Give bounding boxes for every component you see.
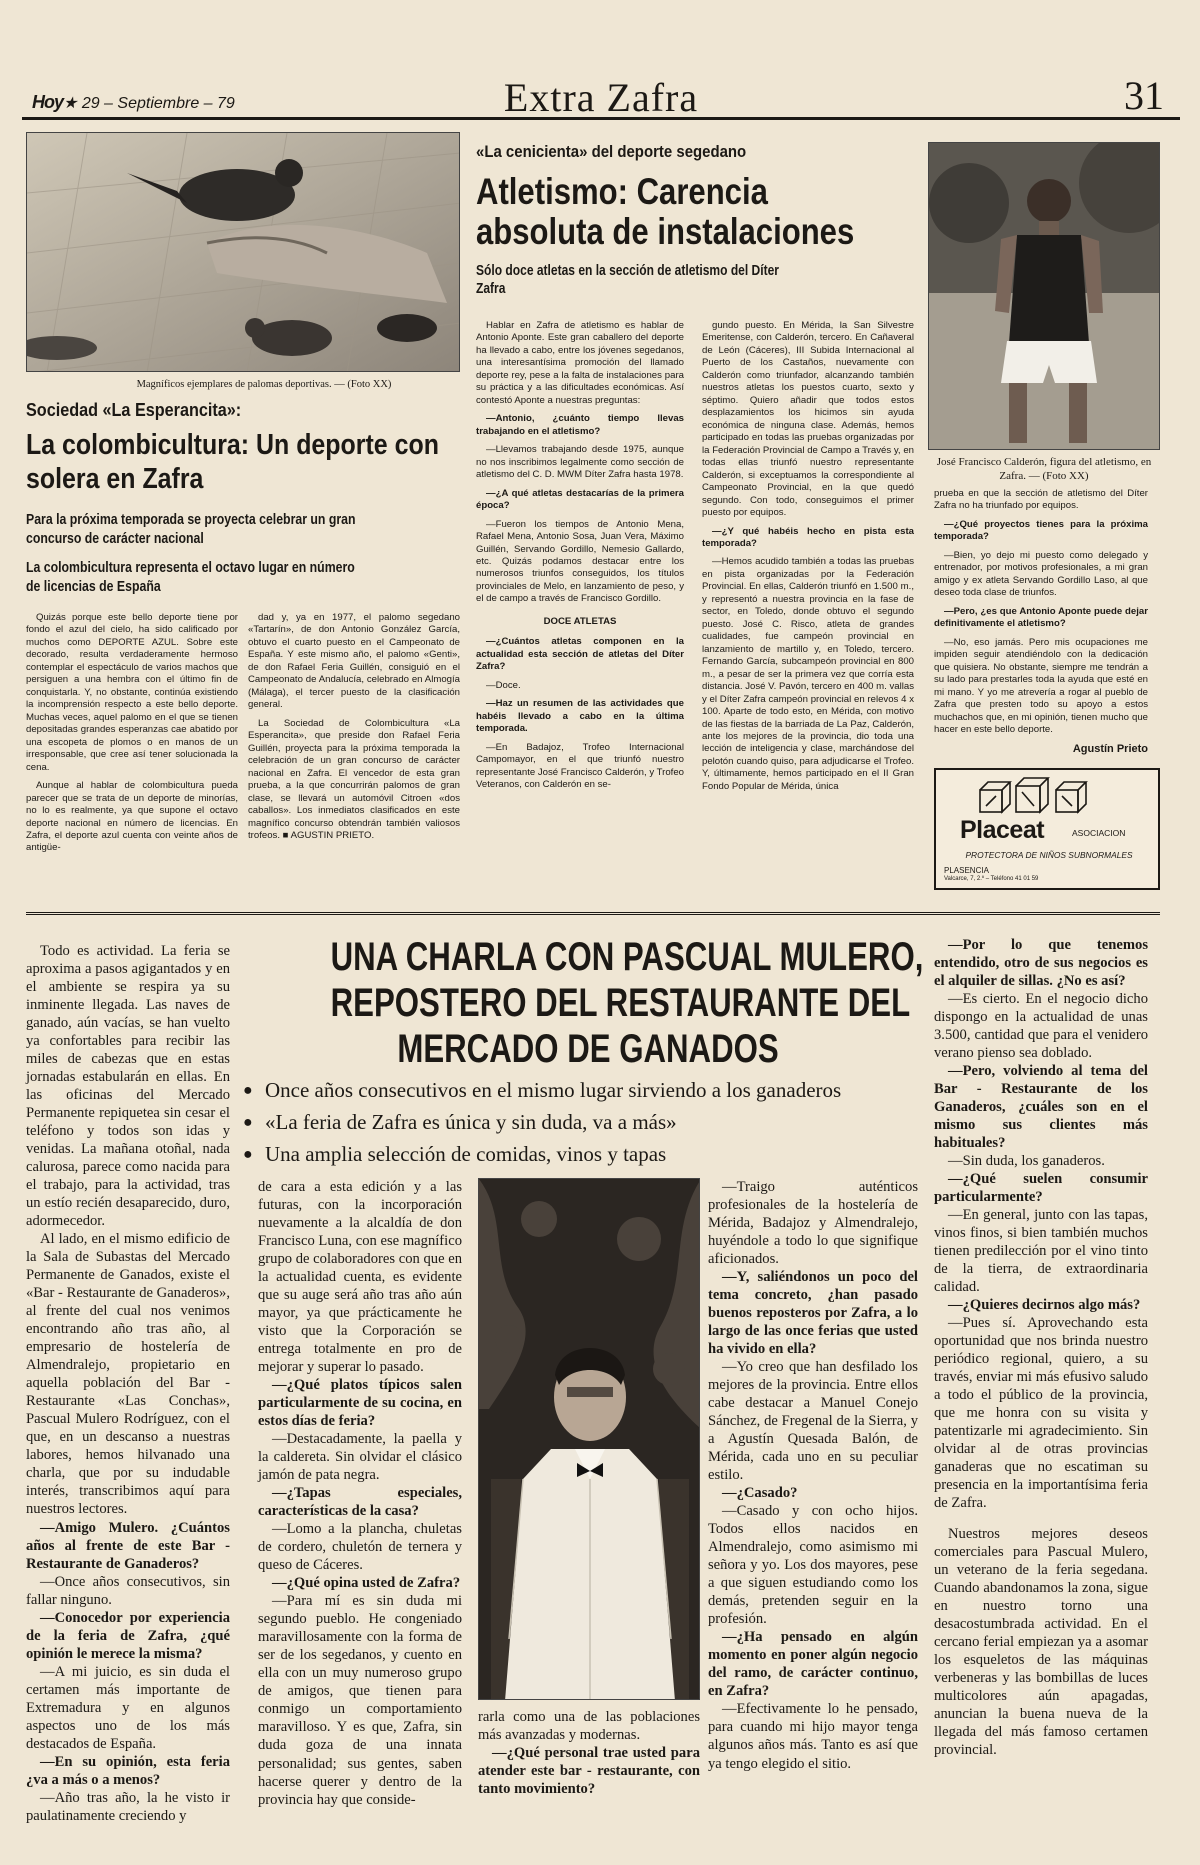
paragraph: —Llevamos trabajando desde 1975, aunque no nos inscribimos legalmente como sección de atletismo del C. D. MWM Díter Zafra hasta 1978. (476, 444, 684, 481)
question: —¿Qué personal trae usted para atender este bar - restaurante, con tanto movimiento? (478, 1745, 700, 1798)
ad-brand: Placeat (960, 816, 1045, 844)
bullet-text: Once años consecutivos en el mismo lugar sirviendo a los ganaderos (265, 1078, 842, 1102)
paragraph: —A mi juicio, es sin duda el certamen más importante de Extremadura y en algunos aspectos uno de los más destacados de España. (26, 1663, 230, 1752)
paragraph: de cara a esta edición y a las futuras, con la incorporación nuevamente a la alcaldía de don Francisco Luna, con ese magnífico grupo de colaboradores con que en la actualidad cuenta, es evidente que su auge será año tras año aún mayor, ya que prácticamente he visto que la Corporación se entrega totalmente en pro de mejorar y superar lo pasado. (258, 1179, 462, 1376)
newspaper-logo: Hoy (32, 92, 64, 112)
atletismo-column-1 (476, 320, 684, 797)
ad-city: PLASENCIA (944, 866, 989, 875)
paragraph: —Año tras año, la he visto ir paulatinamente creciendo y (26, 1789, 230, 1824)
mulero-headline-line2: REPOSTERO DEL RESTAURANTE DEL (330, 981, 911, 1025)
question: —¿Cuántos atletas componen en la actualidad esta sección de atletas del Díter Zafra? (476, 636, 684, 673)
mulero-column-1 (26, 942, 230, 1825)
atletismo-subhead-a: Sólo doce atletas en la sección de atletismo del Díter (476, 263, 779, 279)
palomas-subhead-1b: concurso de carácter nacional (26, 530, 204, 547)
palomas-headline-line1: La colombicultura: Un deporte con (26, 429, 439, 461)
paragraph: —Pues sí. Aprovechando esta oportunidad que nos brinda nuestro periódico regional, quiero, a su través, enviar mi más efusivo saludo a todo el público de la provincia, que me honra con su visita y patentizarle mi agradecimiento. Sin olvidar al de otras provincias ganaderas que no escatiman su presencia en la importantísima feria de Zafra. (934, 1315, 1148, 1512)
question: —En su opinión, esta feria ¿va a más o a menos? (26, 1753, 230, 1788)
question: —Conocedor por experiencia de la feria de Zafra, ¿qué opinión le merece la misma? (26, 1609, 230, 1662)
paragraph: Hablar en Zafra de atletismo es hablar de Antonio Aponte. Este gran caballero del deporte ha llevado a cabo, entre los jóvenes segedanos, una interesantísima promoción del llamado deporte rey, pese a la falta de instalaciones para su práctica y a las dificultades económicas. Así contestó Aponte a nuestras preguntas: (476, 320, 684, 406)
mulero-column-5 (934, 936, 1148, 1759)
atletismo-column-3 (934, 488, 1148, 763)
bullet-icon: ● (243, 1146, 253, 1163)
paragraph: rarla como una de las poblaciones más avanzadas y modernas. (478, 1709, 700, 1744)
question: —Haz un resumen de las actividades que habéis llevado a cabo en la última temporada. (476, 698, 684, 735)
paragraph: prueba en que la sección de atletismo del Díter Zafra no ha triunfado por equipos. (934, 488, 1148, 512)
atletismo-signature: Agustín Prieto (1072, 743, 1148, 756)
paragraph: —Efectivamente lo he pensado, para cuando mi hijo mayor tenga algunos años más. Tanto es así que ya tengo elegido el sitio. (708, 1701, 918, 1772)
palomas-subhead-1a: Para la próxima temporada se proyecta celebrar un gran (26, 511, 356, 528)
palomas-column-1 (26, 612, 238, 861)
mulero-headline-line3: MERCADO DE GANADOS (397, 1027, 779, 1071)
paragraph: —En Badajoz, Trofeo Internacional Campomayor, en el que triunfó nuestro representante José Francisco Calderón, y Trofeo Veteranos, con Calderón en se- (476, 741, 684, 790)
paragraph: —Hemos acudido también a todas las pruebas en pista organizadas por la Federación Provincial. En ellas, Calderón triunfó en 1.500 m., y representó a nuestra provincia en la fase de sector, en Toledo, donde obtuvo el segundo puesto. José C. Risco, atleta de grandes cualidades, fue campeón provincial en lanzamiento de martillo y, en Toledo, tercero. Fernando García, subcampeón provincial en 800 m., a pesar de ser la primera vez que corría esta distancia. José V. Pavón, tercero en 400 m. vallas y el Díter Zafra campeón provincial en relevos 4 x 100. Aparte de todo esto, en Mérida, con motivo de las fiestas de la barriada de La Paz, Calderón, ante los mejores de la provincia, dio toda una lección de inteligencia y clase, marchándose del pelotón cuando quiso, para adjudicarse el Trofeo. Y, últimamente, hemos participado en el II Gran Fondo Popular de Mérida, única (702, 556, 914, 792)
paragraph: La Sociedad de Colombicultura «La Esperancita», que preside don Rafael Feria Guillén, proyecta para la próxima temporada la celebración de un gran concurso de carácter nacional en Zafra. El vencedor de esta gran prueba, a la que concurrirán palomos de gran clase, se llevará un automóvil Citroen «dos caballos». Los inmediatos clasificados en este magnífico concurso obtendrán también valiosos trofeos. ■ AGUSTIN PRIETO. (248, 717, 460, 841)
paragraph: —Traigo auténticos profesionales de la hostelería de Mérida, Badajoz y Almendralejo, huyéndole a todo lo que signifique aficionados. (708, 1179, 918, 1268)
paragraph: —Sin duda, los ganaderos. (948, 1153, 1105, 1170)
ad-address: Valcarce, 7, 2.º – Teléfono 41 01 59 (944, 876, 1039, 882)
paragraph: dad y, ya en 1977, el palomo segedano «Tartarín», de don Antonio González García, obtuvo el cuarto puesto en el Campeonato de España. Y este mismo año, el palomo «Genti», de don Rafael Feria Guillén, consiguió en el Campeonato de Andalucía, celebrado en Almogía (Málaga), el tercer puesto de la clasificación general. (248, 612, 460, 711)
ad-type: ASOCIACION (1072, 828, 1126, 838)
paragraph: —Es cierto. En el negocio dicho dispongo en la actualidad de unas 3.500, cantidad que para el venidero verano pienso sea doblado. (934, 991, 1148, 1062)
palomas-headline (26, 428, 466, 496)
bullet-icon: ● (243, 1082, 253, 1099)
athlete-photo (928, 142, 1160, 450)
atletismo-headline (476, 172, 926, 252)
atletismo-subhead-b: Zafra (476, 281, 506, 297)
mulero-column-4 (708, 1178, 918, 1773)
page-number: 31 (1124, 73, 1164, 118)
bullet-text: «La feria de Zafra es única y sin duda, va a más» (265, 1110, 677, 1134)
paragraph: —Fueron los tiempos de Antonio Mena, Rafael Mena, Antonio Sosa, Juan Vera, Máximo Guillén, Servando Gordillo, Nemesio Gallardo, etc. Quizás podamos destacar entre los numerosos triunfos conseguidos, los títulos provinciales de Melo, en lanzamiento de peso, y el de campo a través de Francisco Gordillo. (476, 518, 684, 605)
atletismo-subhead-doce-atletas: DOCE ATLETAS (543, 615, 617, 627)
question: —¿A qué atletas destacarías de la primera época? (476, 487, 684, 512)
mulero-bullet-3 (243, 1142, 923, 1167)
mulero-column-3 (478, 1708, 700, 1798)
mulero-column-2 (258, 1178, 462, 1809)
paragraph: —Bien, yo dejo mi puesto como delegado y entrenador, por motivos profesionales, a mi gran amigo y ex atleta Servando Gordillo Laso, al que deseo toda clase de triunfos. (934, 549, 1148, 599)
question: —Pero, ¿es que Antonio Aponte puede dejar definitivamente el atletismo? (934, 605, 1148, 630)
palomas-headline-line2: solera en Zafra (26, 463, 204, 495)
issue-date: 29 – Septiembre – 79 (81, 95, 235, 112)
palomas-subhead-2a: La colombicultura representa el octavo lugar en número (26, 559, 355, 576)
paragraph: Nuestros mejores deseos comerciales para Pascual Mulero, un veterano de la feria segedana. Cuando abandonamos la zona, sigue en nuestro torno una desacostumbrada actividad. En el cercano ferial empiezan ya a asomar los esqueletos de las máquinas verbeneras y las bombillas de luces multicolores aún apagadas, anuncian la buena nueva de la llegada del más famoso certamen provincial. (934, 1525, 1148, 1758)
question: —Y, saliéndonos un poco del tema concreto, ¿han pasado buenos reposteros por Zafra, a lo largo de las once ferias que usted ha vivido en ella? (708, 1269, 918, 1358)
atletismo-headline-line2: absoluta de instalaciones (476, 211, 855, 252)
mulero-bullet-1 (243, 1078, 923, 1103)
question: —¿Tapas especiales, características de la casa? (258, 1485, 462, 1520)
paragraph: —Lomo a la plancha, chuletas de cordero, chuletón de ternera y queso de Cáceres. (258, 1521, 462, 1574)
placeat-advertisement (934, 768, 1160, 890)
bullet-text: Una amplia selección de comidas, vinos y tapas (265, 1142, 667, 1166)
question: —Antonio, ¿cuánto tiempo llevas trabajando en el atletismo? (476, 413, 684, 437)
question: —¿Quieres decirnos algo más? (948, 1297, 1141, 1314)
paragraph: Aunque al hablar de colombicultura pueda parecer que se trata de un deporte de minorías, no lo es realmente, ya que supone el octavo deporte nacional en número de licencias. En Zafra, el deporte azul cuenta con veinte años de antigüe- (26, 780, 238, 854)
question: —Por lo que tenemos entendido, otro de sus negocios es el alquiler de sillas. ¿No es así? (934, 937, 1148, 990)
palomas-subhead-2 (26, 558, 427, 596)
question: —Pero, volviendo al tema del Bar - Restaurante de los Ganaderos, ¿cuáles son en el mismo sus clientes más habituales? (934, 1063, 1148, 1152)
pigeons-photo (26, 132, 460, 372)
paragraph: —En general, junto con las tapas, vinos finos, si bien también muchos tienen predilección por el vino tinto de la tierra, de extraordinaria calidad. (934, 1207, 1148, 1296)
paragraph: —Casado y con ocho hijos. Todos ellos nacidos en Almendralejo, como asimismo mi señora y yo. Los dos mayores, pese a que siguen estudiando como los demás, pretenden seguir en la profesión. (708, 1503, 918, 1628)
question: —¿Ha pensado en algún momento en poner algún negocio del ramo, de carácter continuo, en Zafra? (708, 1629, 918, 1700)
paragraph: —Once años consecutivos, sin fallar ninguno. (26, 1573, 230, 1608)
question: —¿Qué opina usted de Zafra? (272, 1575, 461, 1592)
building-blocks-icon (976, 776, 1106, 818)
mulero-bullet-2 (243, 1110, 923, 1135)
bullet-icon: ● (243, 1114, 253, 1131)
paragraph: —Doce. (486, 679, 521, 691)
palomas-column-2 (248, 612, 460, 848)
question: —¿Qué platos típicos salen particularmente de su cocina, en estos días de feria? (258, 1377, 462, 1430)
atletismo-subhead (476, 262, 841, 298)
masthead (22, 68, 1180, 120)
question: —¿Qué suelen consumir particularmente? (934, 1171, 1148, 1206)
paragraph: Al lado, en el mismo edificio de la Sala de Subastas del Mercado Permanente de Ganados, existe el «Bar - Restaurante de Ganaderos», al frente del cual nos venimos encontrando año tras año, al empresario de hostelería de Almendralejo, propietario en aquella población del Bar - Restaurante «Las Conchas», Pascual Mulero Rodríguez, con el que, en un descanso a nuestras labores, hemos hilvanado una charla, que por su indudable interés, transcribimos aquí para nuestros lectores. (26, 1231, 230, 1518)
mulero-headline-line1: UNA CHARLA CON PASCUAL MULERO, (330, 935, 924, 979)
atletismo-headline-line1: Atletismo: Carencia (476, 171, 768, 212)
question: —¿Qué proyectos tienes para la próxima temporada? (934, 518, 1148, 543)
question: —Amigo Mulero. ¿Cuántos años al frente de este Bar - Restaurante de Ganaderos? (26, 1519, 230, 1572)
paragraph: —Destacadamente, la paella y la caldereta. Sin olvidar el clásico jamón de pata negra. (258, 1431, 462, 1484)
palomas-subhead-2b: de licencias de España (26, 578, 161, 595)
atletismo-kicker: «La cenicienta» del deporte segedano (476, 142, 747, 161)
palomas-subhead-1 (26, 510, 428, 548)
paragraph: —No, eso jamás. Pero mis ocupaciones me impiden seguir atendiéndolo con la dedicación que quisiera. No obstante, siempre me tendrán a su lado para prestarles toda la ayuda que esté en mi mano. Y yo me atrevería a rogar al pueblo de Zafra que presten todo su apoyo a estos muchachos que, en mi opinión, tienen mucho que hacer en este bello deporte. (934, 636, 1148, 735)
paragraph: Quizás porque este bello deporte tiene por fondo el azul del cielo, ha sido calificado por muchos como DEPORTE AZUL. Sobre este decorado, resulta verdaderamente hermoso contemplar el espectáculo de varios machos que persiguen a una hembra con el último fin de conquistarla. Y, no obstante, continúa existiendo la incomprensión respecto a este bello deporte. Muchas veces, aquel palomo en el que se tienen depositadas grandes esperanzas cae abatido por una escopeta de plomos o en manos de un irresponsable, que cree así tener solucionada la cena. (26, 612, 238, 773)
atletismo-column-2 (702, 320, 914, 799)
paragraph: Todo es actividad. La feria se aproxima a pasos agigantados y en el ambiente se respira ya su inminente llegada. Las naves de ganado, aún vacías, se han vuelto ya confortables para recibir las miles de cabezas que en estas jornadas estabularán en ellas. En las oficinas del Mercado Permanente repiquetea sin cesar el teléfono y todos son idas y venidas. La mañana otoñal, nada calurosa, parece como nacida para el trabajo, para la actividad, tras un estío recién desaparecido, duro, adormecedor. (26, 943, 230, 1230)
section-divider (26, 912, 1160, 915)
ad-tagline: PROTECTORA DE NIÑOS SUBNORMALES (965, 850, 1133, 860)
paragraph: —Yo creo que han desfilado los mejores de la provincia. Entre ellos cabe destacar a Manuel Conejo Sánchez, de Fregenal de la Sierra, y a Agustín Quesada Balón, de Mérida, cada uno en su peculiar estilo. (708, 1359, 918, 1484)
athlete-photo-caption: José Francisco Calderón, figura del atletismo, en Zafra. — (Foto XX) (936, 456, 1152, 482)
pigeons-photo-caption: Magníficos ejemplares de palomas deportivas. — (Foto XX) (136, 379, 392, 390)
palomas-kicker: Sociedad «La Esperancita»: (26, 400, 242, 420)
pascual-mulero-photo (478, 1178, 700, 1700)
paragraph: —Para mí es sin duda mi segundo pueblo. He congeniado maravillosamente con la forma de ser de los segedanos, y cuento en ella con un muy numeroso grupo de amigos, que tienen para conmigo un comportamiento maravilloso. Y es que, Zafra, sin duda goza de una innata personalidad; sus gentes, saben hacerse querer y dentro de la provincia hay que conside- (258, 1593, 462, 1808)
question: —¿Casado? (722, 1485, 798, 1502)
question: —¿Y qué habéis hecho en pista esta temporada? (702, 525, 914, 549)
mulero-headline (258, 934, 924, 1072)
star-icon: ★ (63, 95, 78, 112)
paragraph: gundo puesto. En Mérida, la San Silvestre Emeritense, con Calderón, tercero. En Cañaveral de León (Cáceres), III Subida Internacional al Puerto de los Castaños, nuevamente con Calderón como triunfador, alcanzando también nuestros atletas los puestos cuarto, sexto y séptimo. Quiero añadir que todos estos desplazamientos los hicimos sin ayuda económica de ninguna clase. Además, hemos participado en todas las pruebas organizadas por la Federación Provincial de Campo a Través y, en todas ellas triunfó nuestro representante Calderón, si exceptuamos la correspondiente al Campeonato Provincial, en la que quedó segundo. Con todo, conseguimos el primer puesto por equipos. (702, 320, 914, 519)
section-title: Extra Zafra (503, 75, 699, 120)
